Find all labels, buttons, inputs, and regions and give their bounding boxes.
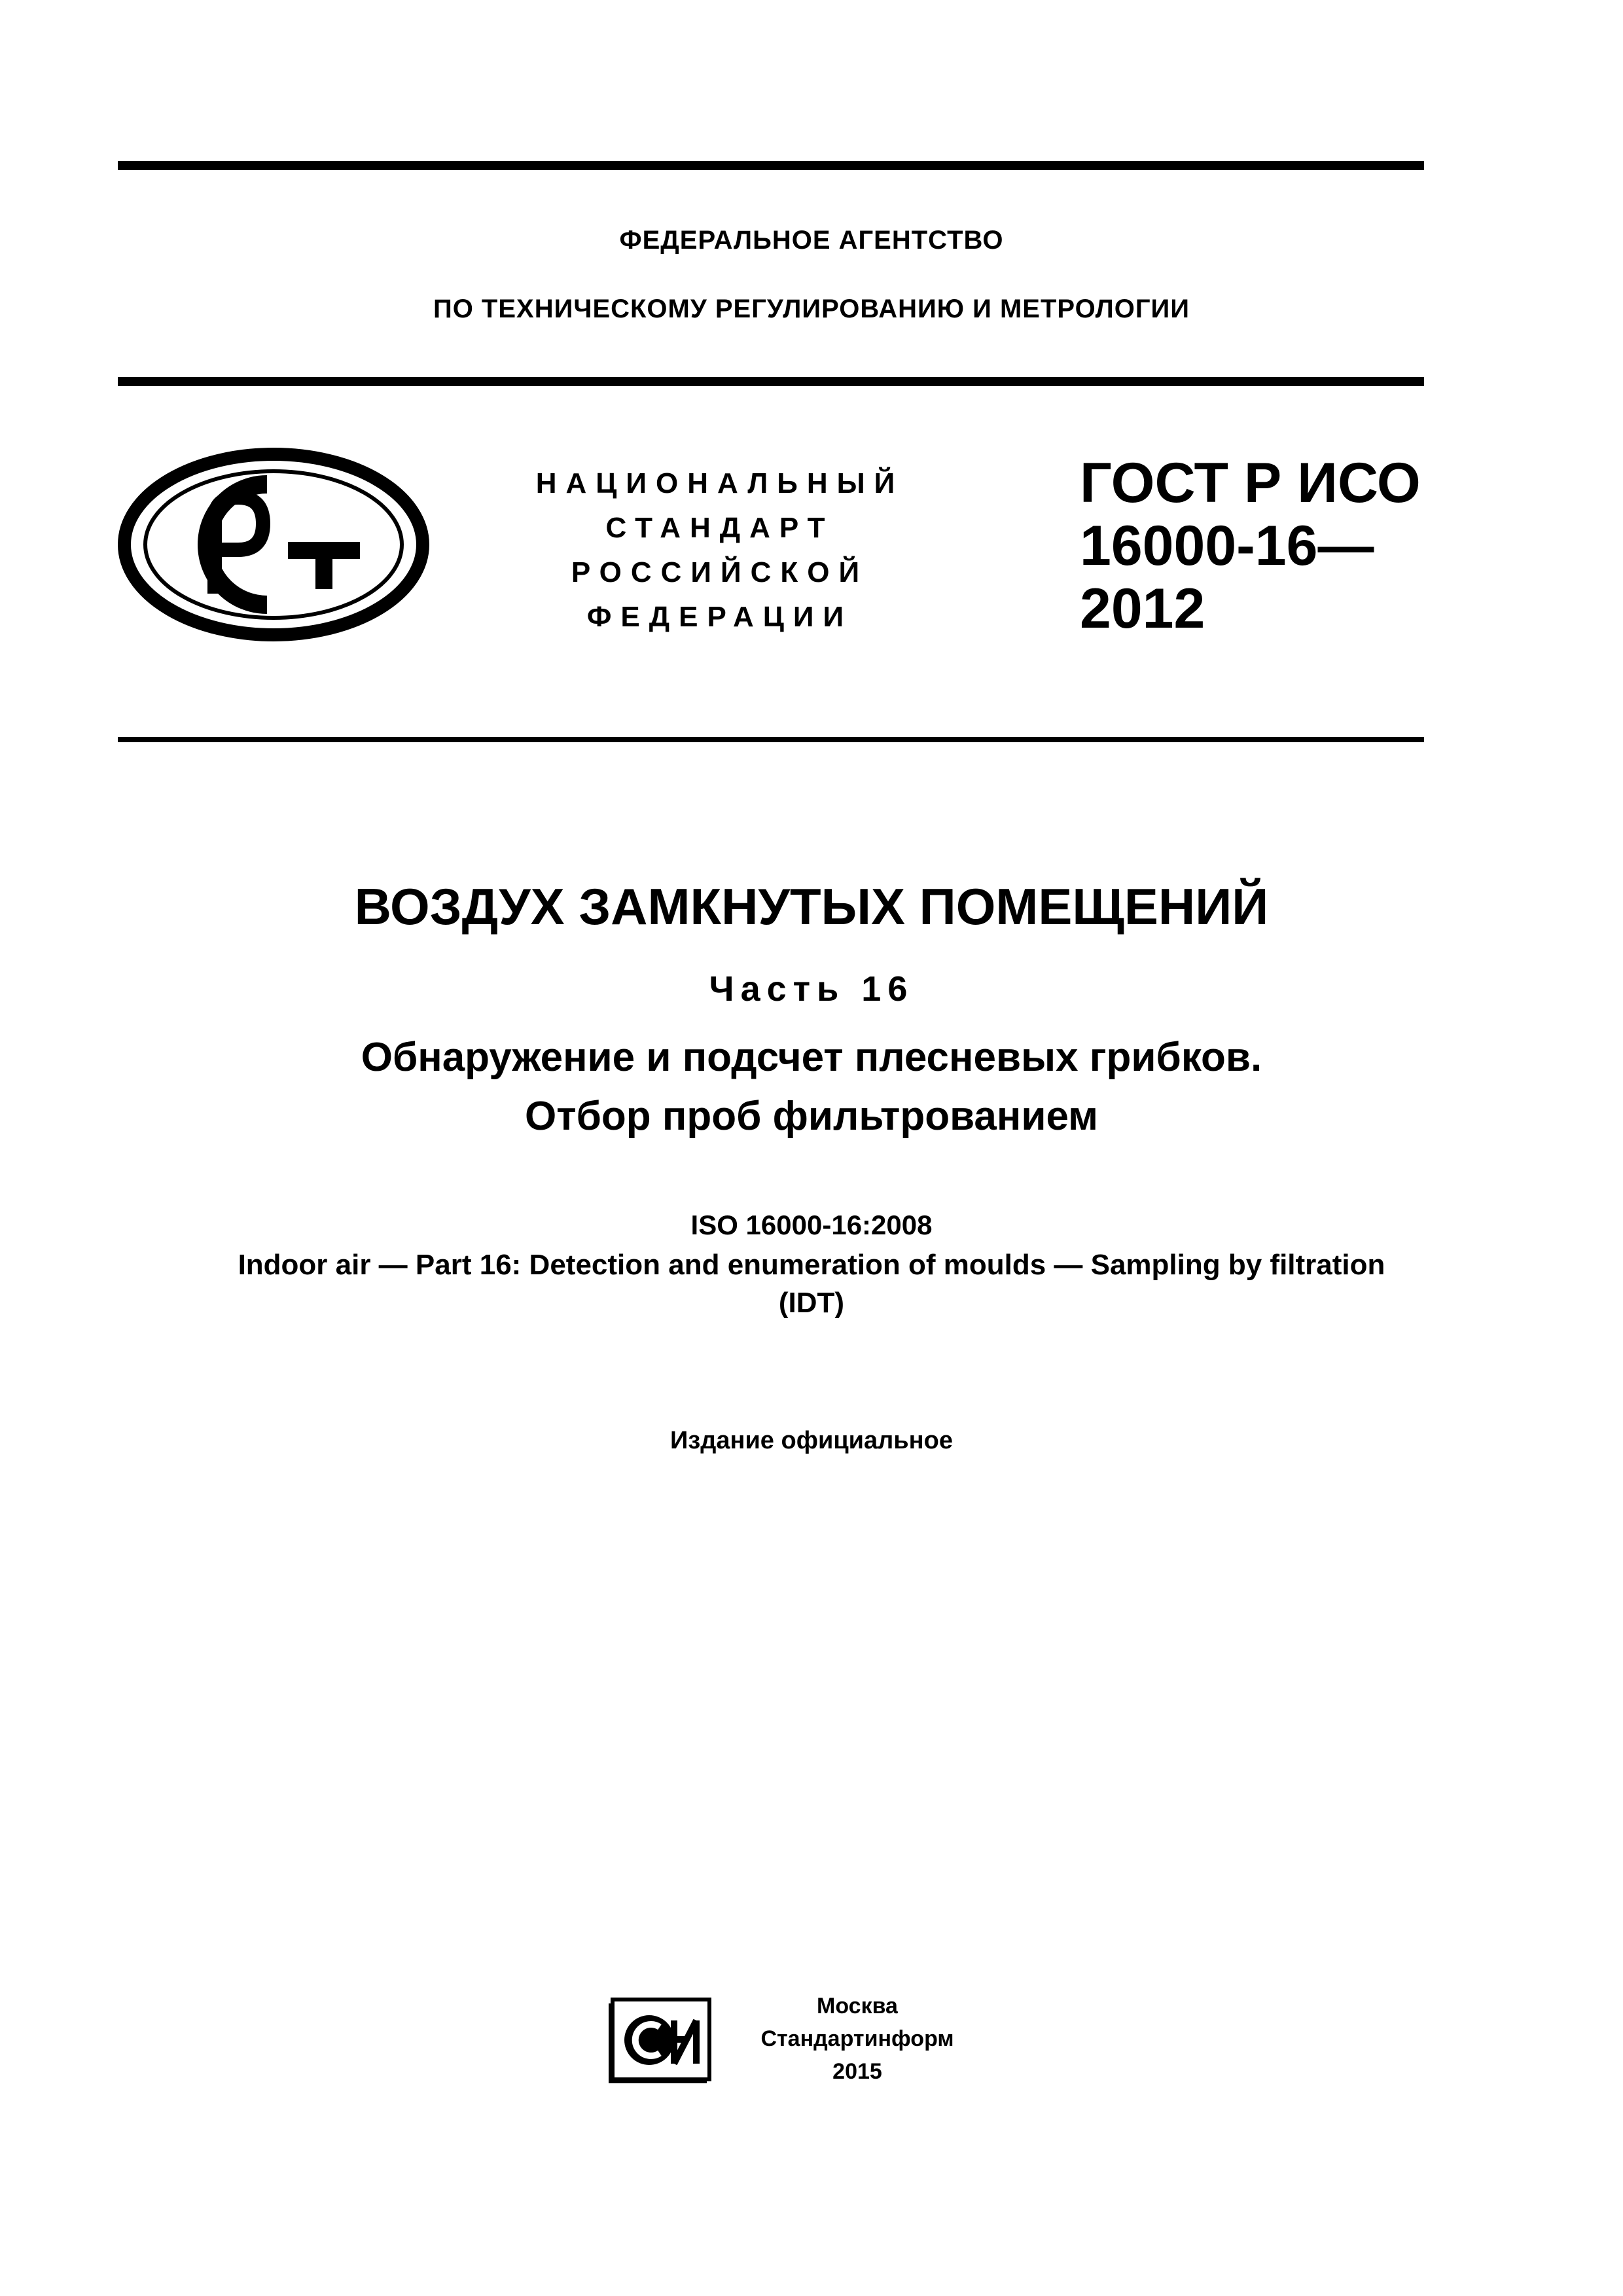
designation-line: 2012 (1080, 577, 1205, 640)
edition-label: Издание официальное (670, 1427, 953, 1454)
document-title: ВОЗДУХ ЗАМКНУТЫХ ПОМЕЩЕНИЙ (354, 878, 1269, 935)
header-divider-rule (118, 377, 1424, 386)
national-standard-line: РОССИЙСКОЙ (571, 556, 869, 588)
standard-designation (1080, 452, 1421, 640)
national-standard-label (471, 461, 969, 639)
standartinform-logo (609, 1993, 713, 2085)
publisher-block (733, 1990, 982, 2088)
subtitle-line-2: Отбор проб фильтрованием (525, 1094, 1098, 1139)
subtitle-line-1: Обнаружение и подсчет плесневых грибков. (361, 1035, 1262, 1080)
iso-english-title: Indoor air — Part 16: Detection and enumeration of moulds — Sampling by filtration (238, 1249, 1385, 1281)
agency-line-2: ПО ТЕХНИЧЕСКОМУ РЕГУЛИРОВАНИЮ И МЕТРОЛОГИИ (433, 295, 1190, 323)
designation-line: 16000-16— (1080, 514, 1374, 577)
publisher-city: Москва (817, 1994, 898, 2018)
part-number: Часть 16 (709, 969, 914, 1009)
top-rule (118, 161, 1424, 170)
rst-certification-logo (116, 446, 431, 643)
national-standard-line: НАЦИОНАЛЬНЫЙ (535, 467, 904, 499)
publisher-year: 2015 (832, 2059, 882, 2084)
iso-code: ISO 16000-16:2008 (690, 1210, 933, 1240)
agency-line-1: ФЕДЕРАЛЬНОЕ АГЕНТСТВО (619, 226, 1004, 255)
iso-equivalence: (IDT) (778, 1287, 845, 1319)
publisher-name: Стандартинформ (760, 2026, 954, 2051)
national-standard-line: СТАНДАРТ (605, 512, 834, 544)
title-divider-rule (118, 737, 1424, 742)
national-standard-line: ФЕДЕРАЦИИ (586, 601, 853, 633)
designation-line: ГОСТ Р ИСО (1080, 452, 1421, 514)
